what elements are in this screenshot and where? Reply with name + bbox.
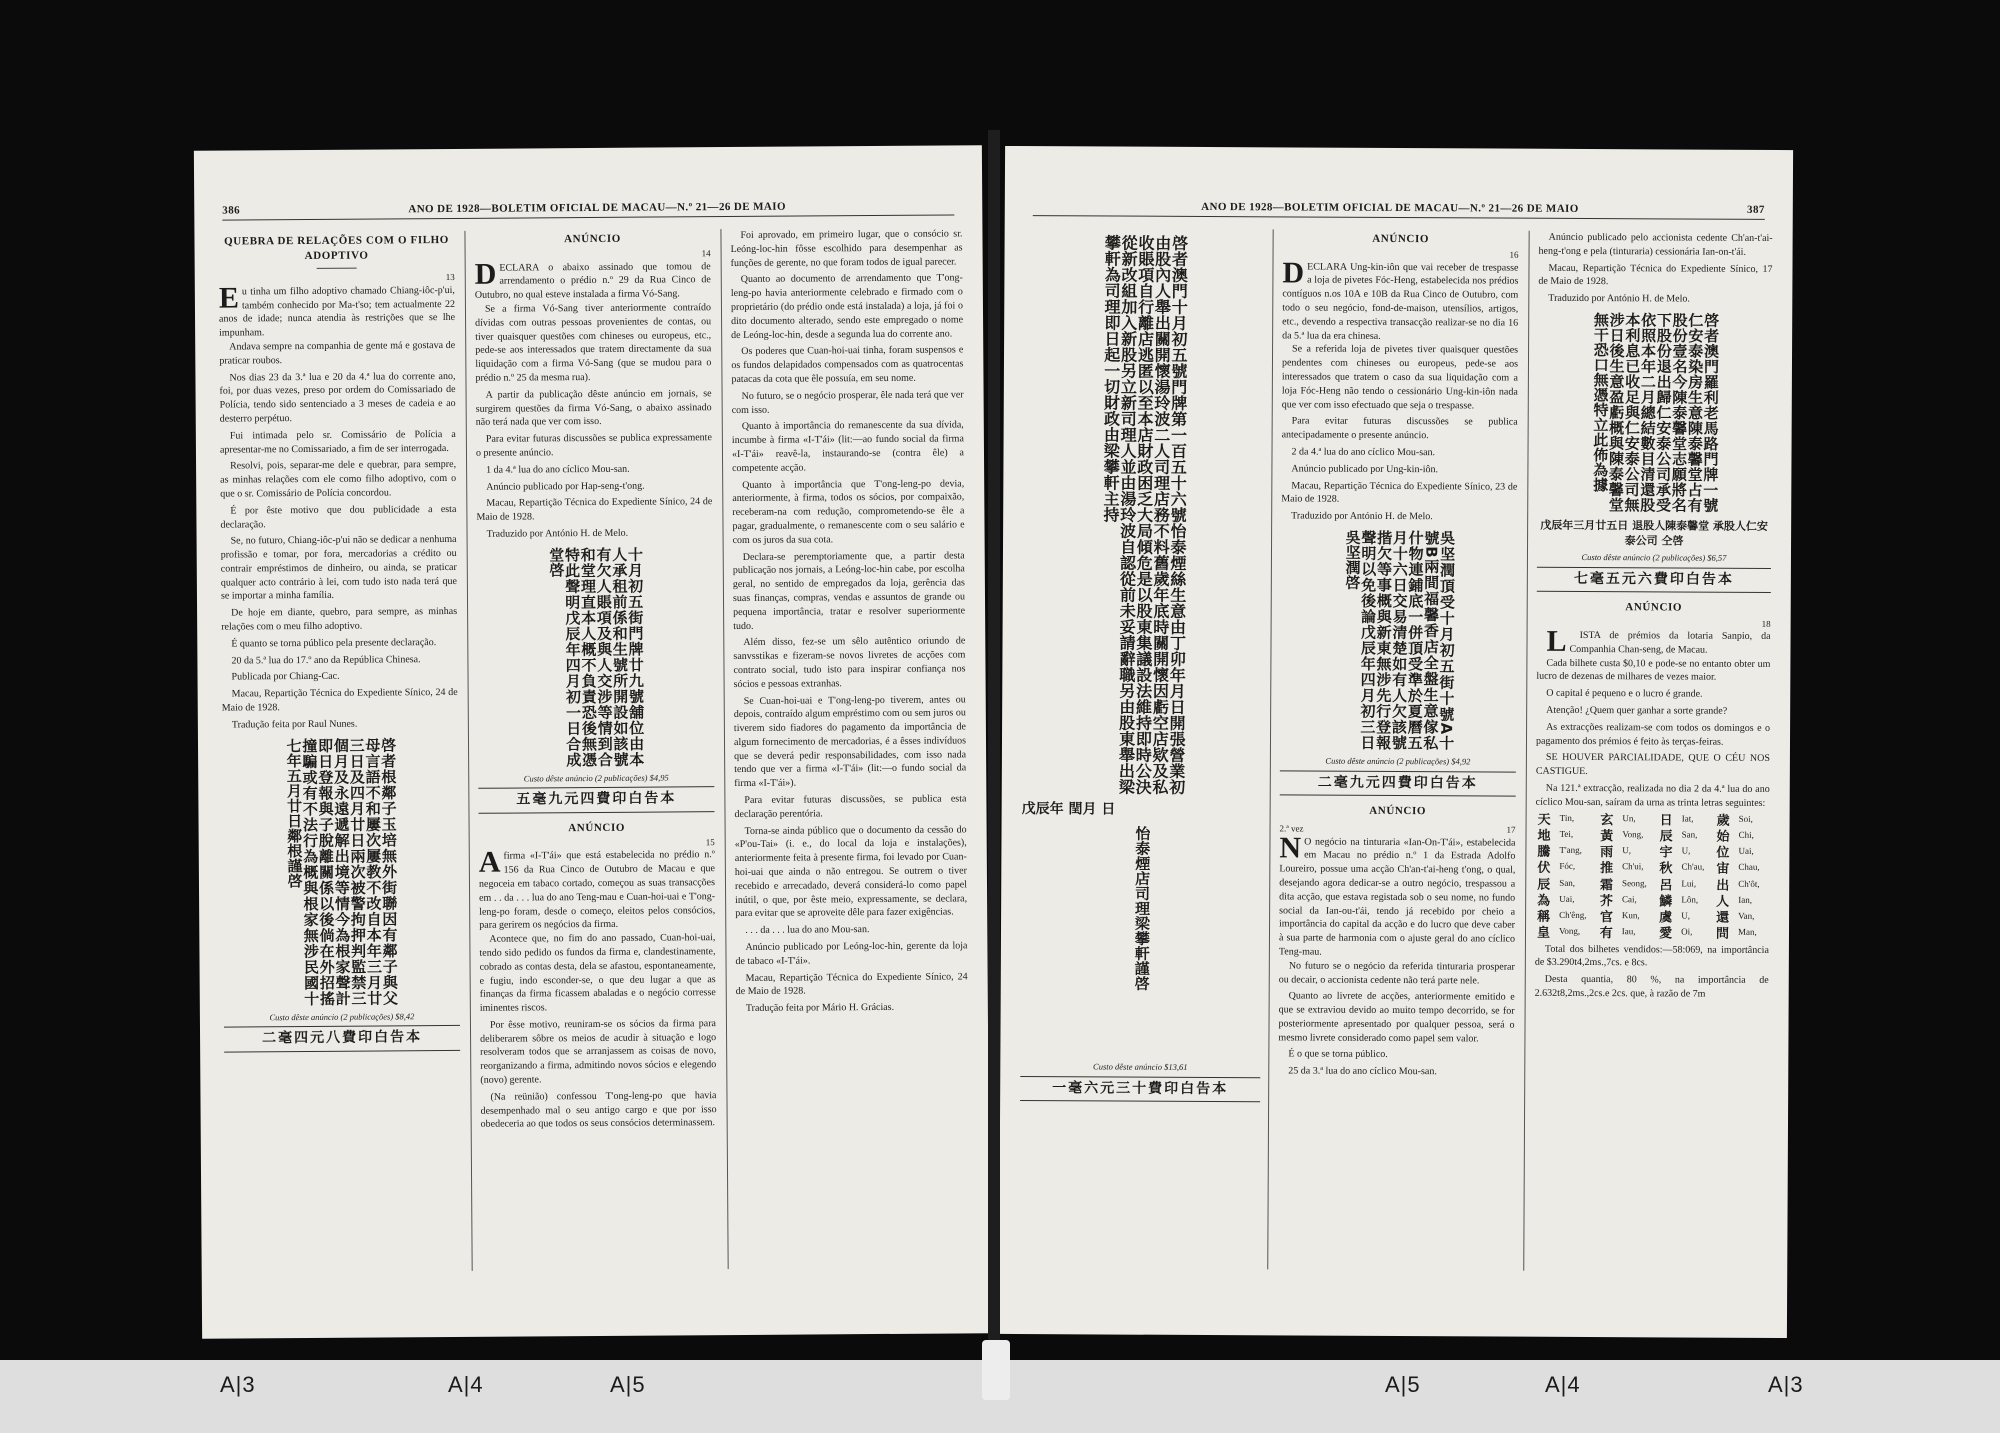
paragraph: É por êste motivo que dou publicidade a esta declaração. — [220, 503, 457, 531]
lottery-romanization: San, — [1559, 877, 1576, 888]
paragraph: 25 da 3.ª lua do ano cíclico Mou-san. — [1288, 1065, 1437, 1078]
paragraph: Atenção! ¿Quem quer ganhar a sorte grande? — [1546, 704, 1728, 717]
paragraph: Para evitar futuras discussões se publica expressamente o presente anúncio. — [475, 432, 712, 459]
drop-cap: L — [1546, 624, 1567, 658]
lottery-row — [1535, 910, 1769, 927]
lottery-romanization: Ch'ui, — [1622, 861, 1644, 872]
paragraph: No futuro, se o negócio prosperar, êle nada terá que ver com isso. — [731, 389, 964, 416]
notice-title: ANÚNCIO — [1369, 804, 1427, 818]
paragraph: Quanto à importância do remanescente da sua dívida, incumbe à firma «I-T'ái» (lit:—ao fundo social da firma «I-T'ái» reavê-la, instaurando-se (contra êle) a competente acção. — [731, 419, 965, 474]
lottery-row — [1535, 893, 1769, 910]
notice-number: 16 — [1509, 249, 1519, 260]
paragraph: Traduzido por António H. de Melo. — [486, 527, 629, 540]
notice-body — [1278, 830, 1516, 1080]
chinese-notice: 啓者根鄰子玉培無外街聯因有鄰子與父母言語不和屢次屢教不改自本年三月廿三日及四月廿日兩次被警拘押判監禁三個月及永遠遞解出境等情今為根家聲計即日登報與子脫離關係以後倘在外招搖撞騙或有不法行為概與根家無涉民國十七年五月廿日鄰根謹啓 — [284, 737, 399, 1006]
lottery-character: 還 — [1716, 910, 1730, 926]
lottery-romanization: Chau, — [1738, 862, 1760, 873]
paragraph: Foi aprovado, em primeiro lugar, que o consócio sr. Leóng-loc-hin fôsse escolhido para desempenhar as funções de gerente, no que foram todos de igual parecer. — [730, 228, 963, 269]
paragraph: Para evitar futuras discussões, se publica esta declaração perentória. — [734, 793, 967, 820]
paragraph: As extracções realizam-se com todos os domingos e o pagamento dos prémios é feito às terças-feiras. — [1535, 721, 1771, 748]
lottery-character: 位 — [1716, 845, 1730, 861]
left-column-3 — [730, 227, 968, 1019]
notice-body — [730, 227, 967, 1016]
paragraph: Macau, Repartição Técnica do Expediente Sínico, 24 de Maio de 1928. — [735, 971, 968, 998]
paragraph: Anúncio publicado por Hap-seng-t'ong. — [486, 480, 645, 493]
print-stamp: 五毫九元四費印白告本 — [478, 787, 714, 814]
paragraph: É o que se torna público. — [1288, 1048, 1388, 1061]
notice-body — [218, 281, 458, 733]
paragraph: Resolvi, pois, separar-me dele e quebrar, para sempre, as minhas relações com ele como filho adoptivo, com o que o sr. Comissário de Polícia concordou. — [220, 459, 457, 500]
frame-marker: A|4 — [448, 1372, 484, 1397]
chinese-notice: 吳坚潤頂受十月初五街十號A十號B兩間福馨香店全盤生意傢私什物連鋪底一併頂受準於夏曆五月十六日交易清楚如有人欠該號揩欠等事概與新東無涉先行登報聲明以免後論戊辰年四月初三日吳坚潤啓 — [1343, 529, 1457, 751]
notice-number: 13 — [445, 272, 455, 283]
page-number: 387 — [1747, 203, 1765, 216]
lottery-character: 人 — [1716, 894, 1730, 910]
paragraph: Se, no futuro, Chiang-iôc-p'ui não se dedicar a nenhuma profissão e tomar, por fora, mercadorias a crédito ou contrair empréstimos de dinheiro, ou ainda, se praticar qualquer acto contrário à lei, com tudo isto nada terá que se importar a minha família. — [220, 534, 457, 603]
lottery-character: 宙 — [1716, 861, 1730, 877]
paragraph: Quanto ao documento de arrendamento que T'ong-leng-po havia anteriormente celebrado e firmado com o proprietário (do prédio onde está instalada) a loja, já foi o dito documento alterado, sendo este empregado o nome de Leóng-loc-hin, desde a segunda lua do corrente ano. — [730, 272, 964, 341]
paragraph: Na 121.ª extracção, realizada no dia 2 da 4.ª lua do ano cíclico Mou-san, saíram da urna as trinta letras seguintes: — [1535, 782, 1770, 809]
lottery-character: 騰 — [1537, 844, 1551, 860]
lottery-row — [1535, 861, 1769, 878]
lottery-character: 秋 — [1659, 861, 1673, 877]
print-stamp: 七毫五元六費印白告本 — [1537, 567, 1771, 594]
lottery-character: 霜 — [1599, 877, 1614, 893]
notice-title: QUEBRA DE RELAÇÕES COM O FILHO ADOPTIVO — [224, 233, 449, 263]
lottery-romanization: Un, — [1622, 812, 1636, 823]
frame-marker: A|3 — [1768, 1372, 1804, 1397]
lottery-character: 日 — [1659, 812, 1673, 828]
paragraph: Por êsse motivo, reuniram-se os sócios da firma para deliberarem sôbre os meios de acudir à situação e logo resolveram todos que se arranjassem as coisas de novo, reorganizando a firma, admitindo novos sócios e elegendo (novo) gerente. — [480, 1018, 717, 1086]
paragraph: 2 da 4.ª lua do ano cíclico Mou-san. — [1291, 446, 1436, 459]
lottery-romanization: Chi, — [1738, 829, 1754, 840]
lottery-character: 推 — [1600, 861, 1614, 877]
notice-title: ANÚNCIO — [1372, 232, 1430, 246]
lottery-romanization: Soi, — [1738, 813, 1753, 824]
lottery-character: 為 — [1537, 893, 1551, 909]
lottery-row — [1535, 877, 1769, 894]
notice-number: 17 — [1506, 824, 1516, 835]
notice-body — [474, 257, 713, 542]
lottery-character: 辰 — [1537, 877, 1551, 893]
lottery-character: 雨 — [1600, 845, 1614, 861]
lottery-character: 地 — [1537, 828, 1551, 844]
lottery-romanization: Man, — [1738, 927, 1757, 938]
right-column-2 — [1278, 229, 1518, 1082]
right-column-3 — [1535, 231, 1773, 1005]
paragraph: Declara-se peremptoriamente que, a partir desta publicação nos jornais, a Leóng-loc-hin cabe, por escolha geral, no sentido de empregados da loja, gerência das suas finanças, compras, vendas e assuntos de grande ou pequena importância, tratar e resolver superiormente tudo. — [732, 549, 966, 632]
drop-cap: E — [218, 281, 240, 315]
lottery-romanization: Van, — [1738, 910, 1755, 921]
lottery-romanization: Vong, — [1559, 926, 1581, 937]
lottery-romanization: Tin, — [1559, 812, 1575, 823]
page-header — [222, 199, 954, 220]
paragraph: Além disso, fez-se um sêlo autêntico oriundo de sanvsstikas e fizeram-se novos livretes de acções com contrato social, tudo isto para inspirar confiança nos sócios e pessoas extranhas. — [733, 635, 966, 690]
lottery-character: 愛 — [1659, 926, 1673, 942]
paragraph: Macau, Repartição Técnica do Expediente Sínico, 23 de Maio de 1928. — [1281, 479, 1518, 506]
paragraph: Para evitar futuras discussões se publica antecipadamente o presente anúncio. — [1281, 415, 1518, 442]
lottery-row — [1535, 845, 1769, 862]
print-stamp: 二毫九元四費印白告本 — [1280, 770, 1516, 797]
notice-number: 15 — [705, 837, 715, 848]
paragraph: Macau, Repartição Técnica do Expediente Sínico, 17 de Maio de 1928. — [1538, 262, 1773, 288]
notice-title: ANÚNCIO — [568, 821, 626, 834]
lottery-romanization: San, — [1681, 829, 1698, 840]
left-page — [194, 145, 990, 1338]
frame-marker: A|4 — [1545, 1372, 1581, 1397]
paragraph: Publicada por Chiang-Cac. — [231, 671, 340, 683]
lottery-romanization: Uai, — [1738, 845, 1754, 856]
paragraph: É quanto se torna público pela presente declaração. — [231, 636, 437, 650]
lottery-romanization: Cai, — [1621, 893, 1637, 905]
page-number: 386 — [222, 204, 241, 217]
paragraph: (Na reünião) confessou T'ong-leng-po que havia desempenhado mal o seu antigo cargo e que por isso obedeceria ao que todos os seus consócios determinassem. — [480, 1090, 717, 1131]
lottery-character: 伏 — [1537, 860, 1551, 877]
lottery-character: 呂 — [1659, 877, 1673, 893]
notice-body — [1538, 231, 1772, 307]
cost-line: Custo dêste anúncio (2 publicações) $4,95 — [523, 772, 669, 784]
publication-count: 2.ª vez — [1279, 823, 1304, 834]
paragraph: Macau, Repartição Técnica do Expediente Sínico, 24 de Maio de 1928. — [476, 496, 713, 523]
paragraph: Tradução feita por Raul Nunes. — [231, 718, 358, 731]
lottery-romanization: Ch'au, — [1681, 861, 1705, 872]
paragraph: Quanto ao livrete de acções, anteriormente emitido e que se extraviou devido ao muito tempo decorrido, se for posteriormente apresentado por qualquer pessoa, será o mesmo livrete considerado como papel sem valor. — [1278, 990, 1515, 1045]
drop-cap: A — [478, 845, 501, 880]
lottery-letters-table — [1535, 812, 1770, 943]
lottery-romanization: Seong, — [1622, 877, 1647, 888]
paragraph: Quanto à importância que T'ong-leng-po devia, anteriormente, à firma, todos os sócios, por compaixão, receberam-na com redução, comprometendo-se êle a pagar, gradualmente, o remanescente com o seu salário e com os juros da sua cota. — [732, 477, 965, 546]
chinese-notice: 啓者澳門羅利老馬路門牌一號仁安泰染房生意陳泰馨堂占有股份壹名今陳泰馨堂志願將名下股份退出歸仁安泰公司承受依照本年二月總結數目清還股本利息已收足與仁安泰公司無涉日後生意盈虧概與陳泰馨堂無干恐口無憑特立此佈為據 — [1591, 312, 1721, 513]
paragraph: SE HOUVER PARCIALIDADE, QUE O CÉU NOS CASTIGUE. — [1535, 752, 1770, 778]
lottery-character: 皇 — [1536, 925, 1551, 942]
lottery-romanization: Tei, — [1559, 828, 1574, 839]
page-header — [1033, 200, 1765, 220]
lottery-character: 有 — [1599, 926, 1613, 942]
drop-cap: D — [1282, 255, 1305, 290]
lottery-romanization: T'ang, — [1559, 844, 1582, 855]
lottery-totals — [1535, 942, 1769, 1001]
frame-marker: A|3 — [220, 1372, 256, 1397]
notice-title: ANÚNCIO — [564, 232, 621, 246]
frame-marker: A|5 — [1385, 1372, 1421, 1397]
chinese-notice: 十月初五街門牌廿九號舖位由本人承租前係和生號所開設如該號有欠人賬項及與人交涉等情到合和堂理直本人概不負責恐後無憑特此聲明戊辰年四月初一日合成堂啓 — [547, 546, 646, 767]
paragraph: Torna-se ainda público que o documento da cessão do «P'ou-Tai» (i. e., do local da loja e instalações), anteriormente feita à presente firma, foi levado por Cuan-hoi-uai que ainda o não entregou. Se outrem o tiver recebido e arrecadado, deverá considerá-lo como papel inútil, o que, por êste meio, expressamente, se declara, para evitar que se aproveite dêle para fazer exigências. — [734, 824, 968, 920]
paragraph: Total dos bilhetes vendidos:—58:069, na importância de $3.290t4,2ms.,7cs. e 8cs. — [1534, 943, 1769, 969]
lottery-character: 芥 — [1599, 893, 1613, 909]
drop-cap: N — [1279, 830, 1302, 865]
left-column-1 — [218, 231, 460, 1060]
paragraph: O negócio na tinturaria «Ian-On-T'ái», estabelecida em Macau no prédio n.º 1 da Estrada Adolfo Loureiro, possue uma acção Ch'an-t'ai-heng t'ong, o qual, desejando agora dedicar-se a outro negócio, trespassou a dita acção, que estava registada sob o seu nome, no fundo social da Ian-ou-t'ái, tendo já recebido por cheio a importância do capital da acção e do lucro que deve caber à sua parte de harmonia com o ajuste geral do ano cíclico Teng-mau. — [1278, 836, 1516, 958]
left-column-2 — [474, 229, 716, 1135]
lottery-character: 辰 — [1659, 829, 1673, 845]
lottery-character: 宇 — [1659, 845, 1673, 861]
paragraph: Anúncio publicado pelo accionista cedente Ch'an-t'ai-heng-t'ong e pela (tinturaria) cessionária Ian-on-t'ái. — [1538, 231, 1773, 258]
lottery-romanization: Ch'ôt, — [1738, 878, 1760, 889]
lottery-character: 問 — [1715, 926, 1730, 942]
lottery-character: 歲 — [1716, 813, 1730, 829]
cost-line: Custo dêste anúncio (2 publicações) $6,57 — [1581, 552, 1727, 564]
paragraph: Tradução feita por Mário H. Grácias. — [745, 1002, 895, 1015]
paragraph: ECLARA Ung-kin-iôn que vai receber de trespasse a loja de pivetes Fóc-Heng, estabelecida nos prédios contíguos n.os 10A e 10B da Rua Cinco de Outubro, com todo o seu negócio, fond-de-maison, utensílios, artigos, etc., devendo a respectiva transacção realizar-se no dia 16 da 5.ª lua da era chinesa. — [1282, 261, 1519, 342]
paragraph: 20 da 5.ª lua do 17.º ano da República Chinesa. — [231, 653, 421, 667]
lottery-character: 玄 — [1600, 812, 1614, 828]
lottery-row — [1535, 926, 1769, 943]
paragraph: Se Cuan-hoi-uai e T'ong-leng-po tiverem, antes ou depois, contraído algum empréstimo com ou sem juros ou tiverem sido fiadores do pagamento da importância de algum fornecimento de mercadorias, é a êsses indivíduos que se deverá pedir responsabilidades, com isso nada tendo que ver a firma «I-T'ái» (lit:—o fundo social da firma «I-T'ái»). — [733, 693, 967, 790]
paragraph: Desta quantia, 80 %, na importância de 2.632t8,2ms.,2cs.e 2cs. que, à razão de 7m — [1534, 973, 1769, 1000]
paragraph: Acontece que, no fim do ano passado, Cuan-hoi-uai, tendo sido pedido os fundos da firma e, clandestinamente, cobrado as contas desta, dela se afastou, espontaneamente, e fugiu, indo esconder-se, o que deu lugar a que as finanças da firma ficassem abaladas e o negócio corresse iminentes riscos. — [479, 932, 716, 1014]
lottery-romanization: Lôn, — [1681, 894, 1699, 905]
lottery-character: 虞 — [1659, 910, 1673, 926]
print-stamp: 一毫六元三十費印白告本 — [1020, 1076, 1260, 1103]
header-title: ANO DE 1928—BOLETIM OFICIAL DE MACAU—N.º 21—26 DE MAIO — [408, 200, 786, 216]
paragraph: Se a firma Vó-Sang tiver anteriormente contraído dívidas com outras pessoas provenientes de contas, ou tiver quaisquer questões com chineses ou europeus, etc., pede-se aos interessados que tratem directamente da sua liquidação com a firma Vó-Sang (que se mudou para o prédio n.º 25 da mesma rua). — [475, 302, 712, 384]
paragraph: Traduzido por António H. de Melo. — [1291, 510, 1433, 523]
notice-date: 戊辰年三月廿五日 退股人陳泰馨堂 承股人仁安泰公司 仝啓 — [1540, 518, 1768, 548]
paragraph: Os poderes que Cuan-hoi-uai tinha, foram suspensos e os fundos delapidados compensados com as quatrocentas patacas da cota que êle possuía, em seu nome. — [731, 344, 964, 385]
cost-line: Custo dêste anúncio $13,61 — [1093, 1061, 1188, 1073]
notice-number: 18 — [1761, 618, 1771, 629]
paragraph: Macau, Repartição Técnica do Expediente Sínico, 24 de Maio de 1928. — [221, 687, 458, 714]
book-spine — [988, 130, 1000, 1360]
lottery-character: 官 — [1599, 910, 1613, 926]
paragraph: ECLARA o abaixo assinado que tomou de arrendamento o prédio n.º 29 da Rua Cinco de Outubro, no qual esteve instalada a firma Vó-Sang. — [474, 260, 711, 301]
lottery-character: 黃 — [1600, 828, 1614, 844]
paragraph: Andava sempre na companhia de gente má e gostava de praticar roubos. — [219, 339, 456, 367]
lottery-romanization: Kun, — [1621, 910, 1640, 921]
lottery-intro: ISTA de prémios da lotaria Sanpio, da Companhia Chan-seng, de Macau. — [1569, 629, 1771, 656]
notice-body — [1536, 656, 1771, 810]
paragraph: O capital é pequeno e o lucro é grande. — [1546, 687, 1703, 700]
lottery-character: 天 — [1537, 812, 1551, 828]
paragraph: u tinha um filho adoptivo chamado Chiang-iôc-p'ui, também conhecido por Ma-t'so; tem actualmente 22 anos de idade; nunca atendia às restrições que se lhe impunham. — [219, 284, 456, 339]
print-stamp: 二毫四元八費印白告本 — [224, 1025, 460, 1052]
lottery-character: 稱 — [1537, 909, 1551, 925]
lottery-romanization: Vong, — [1622, 828, 1644, 840]
lottery-romanization: U, — [1622, 845, 1632, 856]
right-page — [999, 146, 1793, 1338]
lottery-character: 鱗 — [1659, 894, 1673, 910]
lottery-character: 出 — [1716, 878, 1730, 894]
paragraph: 1 da 4.ª lua do ano cíclico Mou-san. — [486, 463, 630, 476]
paragraph: Traduzido por António H. de Melo. — [1548, 292, 1690, 305]
paragraph: Cada bilhete custa $0,10 e pode-se no entanto obter um lucro de dezenas de milhares de vezes maior. — [1536, 657, 1771, 684]
header-title: ANO DE 1928—BOLETIM OFICIAL DE MACAU—N.º 21—26 DE MAIO — [1201, 200, 1579, 215]
paragraph: Fui intimada pelo sr. Comissário de Polícia a apresentar-me no Comissariado, a fim de ser interrogada. — [219, 428, 456, 456]
lottery-romanization: Fóc, — [1559, 861, 1576, 872]
lottery-romanization: Ch'êng, — [1559, 909, 1587, 920]
paragraph: Anúncio publicado por Leóng-loc-hin, gerente da loja de tabaco «I-T'ái». — [735, 940, 968, 967]
lottery-row — [1535, 828, 1769, 845]
paragraph: Se a referida loja de pivetes tiver quaisquer questões pendentes com chineses ou europeus, pede-se aos interessados que tratem o caso da sua liquidação com a loja Fóc-Heng não tendo o cessionário Ung-kin-iôn nada que ver com isso efectuado que seja o trespasse. — [1281, 343, 1519, 411]
lottery-romanization: Ian, — [1738, 894, 1753, 905]
lottery-romanization: Iau, — [1621, 926, 1636, 937]
paragraph: firma «I-T'ái» que está estabelecida no prédio n.º 156 da Rua Cinco de Outubro de Macau e que negoceia em tabaco cortado, começou as suas transacções em . . da . . . lua do ano Teng-mau e Cuan-hoi-uai e T'ong-leng-po foram, desde o começo, eleitos pelos consócios, para gerirem os negócios da firma. — [478, 849, 716, 932]
lottery-romanization: Oi, — [1681, 926, 1693, 937]
right-column-1 — [1020, 228, 1265, 1111]
cost-line: Custo dêste anúncio (2 publicações) $8,42 — [269, 1010, 415, 1022]
paragraph: No futuro se o negócio da referida tinturaria prosperar ou decair, o accionista cedente não terá parte nele. — [1278, 960, 1515, 986]
lottery-romanization: Lui, — [1681, 877, 1697, 889]
paragraph: De hoje em diante, quebro, para sempre, as minhas relações com o meu filho adoptivo. — [221, 606, 458, 633]
paragraph: Anúncio publicado por Ung-kin-iôn. — [1291, 463, 1439, 475]
frame-marker: A|5 — [610, 1372, 646, 1397]
lottery-romanization: U, — [1681, 910, 1691, 921]
notice-body — [1281, 255, 1519, 525]
chinese-notice: 啓者澳門十月初五號門牌第一百五十六號怡泰煙絲生意由丁卯年月日開張營業初由股內人舉出關開懷湯玲波二人司理店務不料舊歲年底時關開懷因虧空店欵及私收賬項自行離店逃匿以至本店財政困乏大局傾危是以股東集議設法維持即時公決從新改組加入新股另立新司理人並由湯玲波自認從前未妥請辭職另由股東舉出梁攀軒為司理即日起一切財政由梁攀軒主持 — [1100, 234, 1189, 795]
film-clip — [982, 1340, 1010, 1400]
signature: 怡泰煙店司理梁攀軒謹啓 — [1132, 825, 1152, 992]
lottery-romanization: Uai, — [1559, 893, 1575, 904]
lottery-romanization: U, — [1681, 845, 1691, 856]
cost-line: Custo dêste anúncio (2 publicações) $4,92 — [1325, 755, 1471, 767]
paragraph: A partir da publicação dêste anúncio em jornais, se surgirem questões da firma Vó-Sang, o abaixo assinado não terá nada que ver com isso. — [475, 387, 712, 429]
lottery-row — [1536, 812, 1770, 829]
lottery-romanization: Iat, — [1681, 812, 1694, 824]
notice-body — [478, 845, 717, 1132]
drop-cap: D — [474, 257, 497, 291]
paragraph: . . . da . . . lua do ano Mou-san. — [745, 924, 870, 937]
paragraph: Nos dias 23 da 3.ª lua e 20 da 4.ª lua do corrente ano, foi, por duas vezes, preso por ordem do Comissariado de Polícia, tendo sido sentenciado a 3 meses de cadeia e ao desterro perpétuo. — [219, 370, 456, 425]
notice-number: 14 — [701, 248, 711, 259]
notice-date: 戊辰年 閏月 日 — [1021, 801, 1116, 818]
lottery-character: 始 — [1716, 829, 1730, 845]
notice-title: ANÚNCIO — [1625, 601, 1683, 614]
